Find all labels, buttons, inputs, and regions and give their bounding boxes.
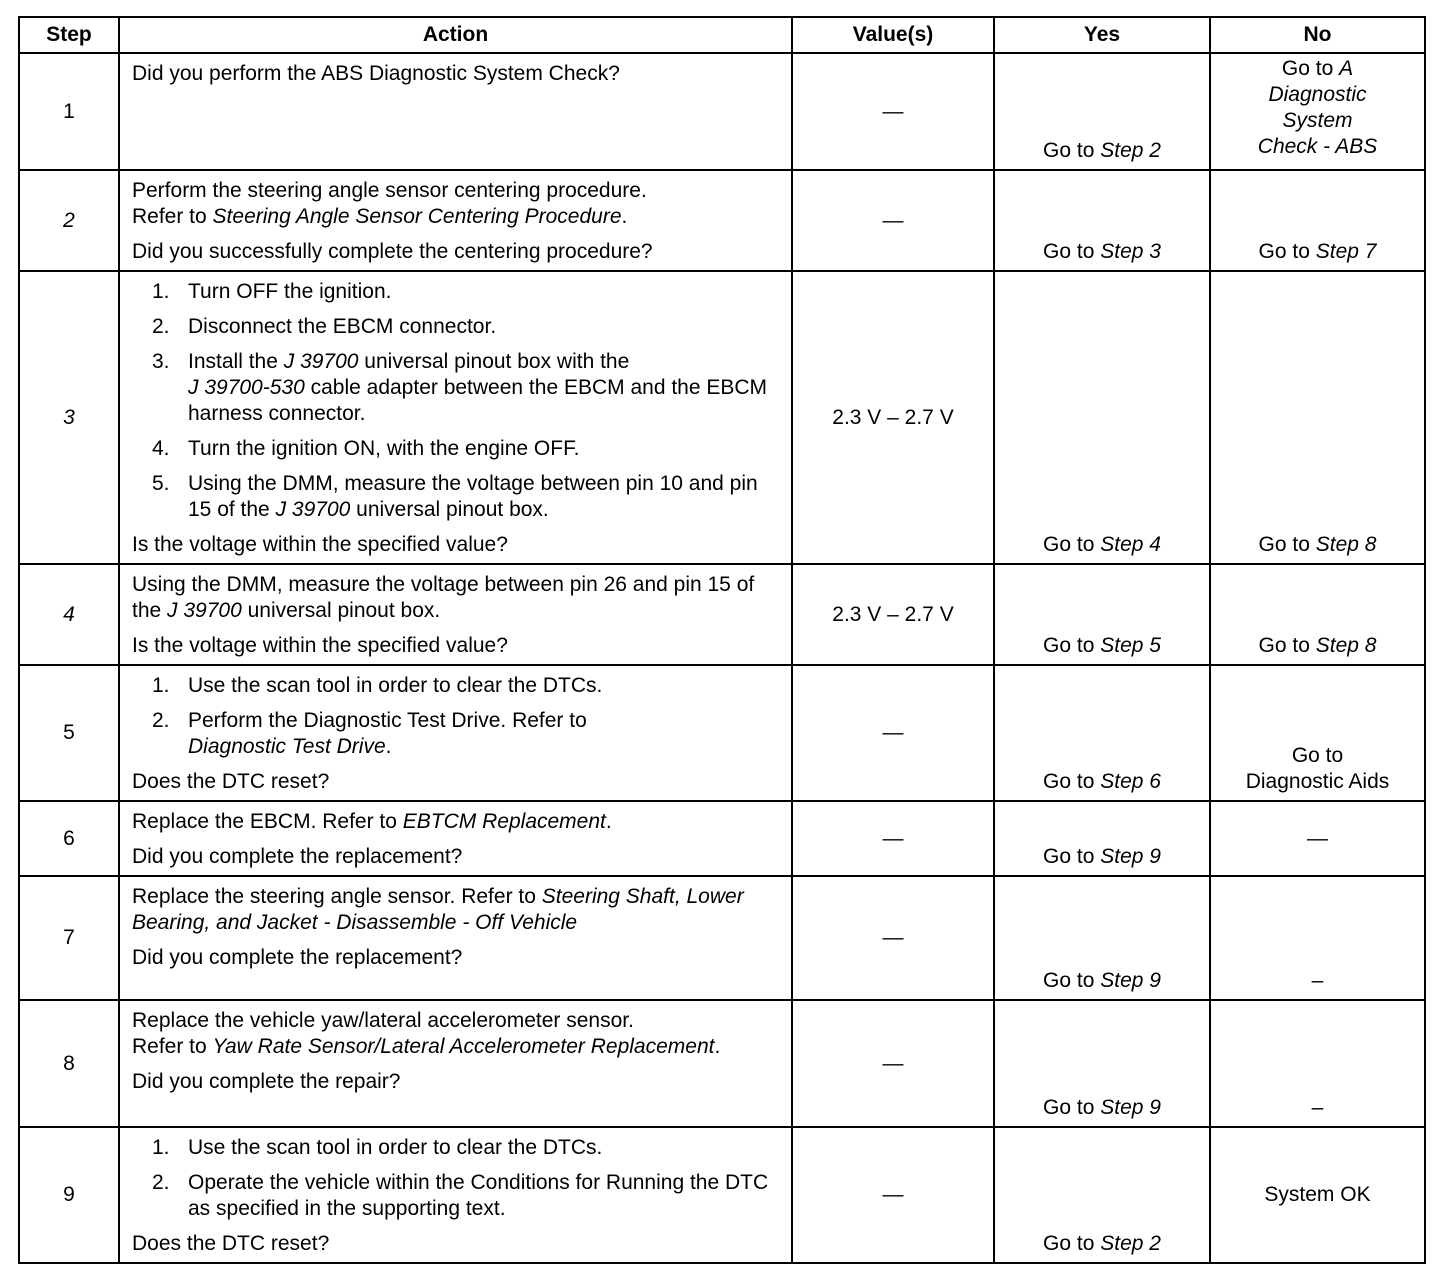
no-cell	[1210, 170, 1425, 271]
action-text-part: Using the DMM, measure the voltage between pin 26 and pin 15 of the	[132, 573, 755, 622]
list-item	[132, 279, 781, 305]
yes-prefix: Go to	[1043, 770, 1101, 793]
list-number: 2.	[152, 709, 170, 732]
action-question: Did you complete the replacement?	[132, 845, 463, 868]
yes-step-ref: Step 9	[1100, 845, 1161, 868]
refer-suffix: .	[714, 1035, 721, 1058]
yes-cell	[994, 170, 1210, 271]
no-cell: –	[1210, 1000, 1425, 1127]
yes-prefix: Go to	[1043, 240, 1101, 263]
list-text: Using the DMM, measure the voltage between pin 10 and pin 15 of the	[188, 472, 758, 521]
list-number: 2.	[152, 315, 170, 338]
no-ref-line-3: System	[1282, 109, 1353, 132]
action-cell	[119, 876, 792, 1000]
action-question: Is the voltage within the specified value?	[132, 634, 508, 657]
action-question: Did you complete the repair?	[132, 1070, 401, 1093]
tool-ref: J 39700	[275, 498, 351, 521]
yes-step-ref: Step 4	[1100, 533, 1161, 556]
yes-prefix: Go to	[1043, 634, 1101, 657]
list-item	[132, 1170, 781, 1222]
list-item	[132, 436, 781, 462]
action-steps	[132, 279, 781, 523]
step-number	[19, 564, 119, 665]
action-cell	[119, 564, 792, 665]
list-item	[132, 673, 781, 699]
yes-prefix: Go to	[1043, 1096, 1101, 1119]
action-text	[132, 572, 781, 624]
action-text: Did you perform the ABS Diagnostic System Check?	[132, 62, 620, 85]
step-number	[19, 170, 119, 271]
list-text: Operate the vehicle within the Conditions for Running the DTC as specified in the supporting text.	[188, 1171, 769, 1220]
list-text: Install the	[188, 350, 284, 373]
list-item	[132, 314, 781, 340]
list-text: universal pinout box.	[350, 498, 549, 521]
yes-cell	[994, 53, 1210, 170]
yes-prefix: Go to	[1043, 1232, 1101, 1255]
tool-ref: J 39700	[283, 350, 359, 373]
yes-prefix: Go to	[1043, 533, 1101, 556]
list-item	[132, 708, 781, 760]
list-item	[132, 471, 781, 523]
list-number: 5.	[152, 472, 170, 495]
value-cell: 2.3 V – 2.7 V	[792, 271, 994, 564]
list-item	[132, 1135, 781, 1161]
action-steps	[132, 673, 781, 760]
table-row-step-4	[19, 564, 1425, 665]
no-prefix: Go to	[1258, 533, 1316, 556]
no-ref-line-2: Diagnostic	[1268, 83, 1367, 106]
list-number: 1.	[152, 280, 170, 303]
action-text: Replace the vehicle yaw/lateral accelerometer sensor.	[132, 1009, 634, 1032]
yes-step-ref: Step 2	[1100, 1232, 1161, 1255]
list-number: 1.	[152, 674, 170, 697]
list-number: 1.	[152, 1136, 170, 1159]
refer-prefix: Refer to	[132, 1035, 213, 1058]
step-number-text: 4	[63, 602, 75, 626]
yes-cell	[994, 1000, 1210, 1127]
diagnostic-table	[18, 16, 1426, 1264]
action-cell	[119, 1127, 792, 1263]
list-text: .	[385, 735, 392, 758]
list-item	[132, 349, 781, 427]
step-number: 9	[19, 1127, 119, 1263]
yes-step-ref: Step 6	[1100, 770, 1161, 793]
step-number: 1	[19, 53, 119, 170]
tool-ref: J 39700-530	[188, 376, 305, 399]
header-no: No	[1210, 17, 1425, 53]
yes-step-ref: Step 9	[1100, 969, 1161, 992]
header-yes: Yes	[994, 17, 1210, 53]
no-line-1	[1211, 56, 1424, 82]
action-text-part: universal pinout box.	[241, 599, 441, 622]
refer-prefix: Refer to	[132, 205, 213, 228]
table-row-step-1	[19, 53, 1425, 170]
no-prefix: Go to	[1258, 240, 1316, 263]
value-cell: —	[792, 1000, 994, 1127]
table-row-step-2	[19, 170, 1425, 271]
no-ref-line-4: Check - ABS	[1257, 135, 1378, 158]
yes-prefix: Go to	[1043, 969, 1101, 992]
step-number: 6	[19, 801, 119, 876]
action-cell	[119, 271, 792, 564]
table-row-step-9	[19, 1127, 1425, 1263]
list-text: Use the scan tool in order to clear the DTCs.	[188, 674, 603, 697]
yes-cell	[994, 564, 1210, 665]
action-cell	[119, 170, 792, 271]
refer-suffix: .	[621, 205, 628, 228]
no-step-ref: Step 8	[1315, 634, 1377, 657]
action-steps	[132, 1135, 781, 1222]
list-text: Turn OFF the ignition.	[188, 280, 392, 303]
tool-ref: J 39700	[167, 599, 242, 622]
value-cell: —	[792, 665, 994, 801]
action-question: Does the DTC reset?	[132, 1232, 330, 1255]
no-cell: –	[1210, 876, 1425, 1000]
action-text: Perform the steering angle sensor centering procedure.	[132, 179, 647, 202]
value-cell: 2.3 V – 2.7 V	[792, 564, 994, 665]
table-row-step-7	[19, 876, 1425, 1000]
action-cell	[119, 801, 792, 876]
header-step: Step	[19, 17, 119, 53]
list-text: Turn the ignition ON, with the engine OFF.	[188, 437, 580, 460]
yes-step-ref: Step 9	[1100, 1096, 1161, 1119]
step-number: 8	[19, 1000, 119, 1127]
value-cell: —	[792, 170, 994, 271]
list-text: Disconnect the EBCM connector.	[188, 315, 497, 338]
value-cell: —	[792, 801, 994, 876]
no-prefix: Go to	[1258, 634, 1316, 657]
yes-step-ref: Step 3	[1100, 240, 1161, 263]
no-step-ref: Step 7	[1315, 240, 1377, 263]
action-refer	[132, 204, 781, 230]
list-text: Perform the Diagnostic Test Drive. Refer to	[188, 709, 587, 732]
table-row-step-8	[19, 1000, 1425, 1127]
header-row	[19, 17, 1425, 53]
list-number: 2.	[152, 1171, 170, 1194]
action-cell	[119, 1000, 792, 1127]
step-number-text: 3	[63, 405, 75, 429]
list-text: universal pinout box with the	[358, 350, 630, 373]
table-row-step-3	[19, 271, 1425, 564]
header-values: Value(s)	[792, 17, 994, 53]
action-question: Did you successfully complete the centering procedure?	[132, 240, 653, 263]
yes-step-ref: Step 5	[1100, 634, 1161, 657]
action-refer	[132, 1034, 781, 1060]
list-text: Use the scan tool in order to clear the DTCs.	[188, 1136, 603, 1159]
action-question: Is the voltage within the specified value?	[132, 533, 508, 556]
yes-step-ref: Step 2	[1100, 139, 1161, 162]
no-line-2: Diagnostic Aids	[1245, 770, 1390, 793]
yes-cell	[994, 801, 1210, 876]
value-cell: —	[792, 876, 994, 1000]
table-row-step-6	[19, 801, 1425, 876]
refer-prefix: Replace the steering angle sensor. Refer to	[132, 885, 542, 908]
no-line-1: Go to	[1291, 744, 1344, 767]
action-refer	[132, 809, 781, 835]
no-cell: System OK	[1210, 1127, 1425, 1263]
no-cell	[1210, 665, 1425, 801]
refer-doc: EBTCM Replacement	[402, 810, 606, 833]
no-ref: A	[1339, 57, 1354, 80]
step-number: 5	[19, 665, 119, 801]
no-cell	[1210, 564, 1425, 665]
action-question: Does the DTC reset?	[132, 770, 330, 793]
step-number	[19, 271, 119, 564]
yes-cell	[994, 665, 1210, 801]
yes-prefix: Go to	[1043, 139, 1101, 162]
list-number: 3.	[152, 350, 170, 373]
refer-prefix: Replace the EBCM. Refer to	[132, 810, 403, 833]
action-cell	[119, 53, 792, 170]
value-cell: —	[792, 53, 994, 170]
doc-ref: Diagnostic Test Drive	[188, 735, 386, 758]
refer-doc: Yaw Rate Sensor/Lateral Accelerometer Replacement	[212, 1035, 715, 1058]
no-cell	[1210, 271, 1425, 564]
step-number-text: 2	[63, 208, 75, 232]
action-cell	[119, 665, 792, 801]
yes-cell	[994, 876, 1210, 1000]
refer-doc: Steering Shaft, Lower Bearing, and Jacket - Disassemble - Off Vehicle	[132, 885, 744, 934]
list-text: cable adapter between the EBCM and the EBCM harness connector.	[188, 376, 768, 425]
step-number: 7	[19, 876, 119, 1000]
header-action: Action	[119, 17, 792, 53]
refer-doc: Steering Angle Sensor Centering Procedure	[212, 205, 622, 228]
yes-prefix: Go to	[1043, 845, 1101, 868]
action-question: Did you complete the replacement?	[132, 946, 463, 969]
no-prefix: Go to	[1281, 57, 1340, 80]
no-cell: —	[1210, 801, 1425, 876]
no-cell	[1210, 53, 1425, 170]
yes-cell	[994, 1127, 1210, 1263]
yes-cell	[994, 271, 1210, 564]
refer-suffix: .	[605, 810, 612, 833]
action-refer	[132, 884, 781, 936]
no-step-ref: Step 8	[1315, 533, 1377, 556]
value-cell: —	[792, 1127, 994, 1263]
table-row-step-5	[19, 665, 1425, 801]
list-number: 4.	[152, 437, 170, 460]
